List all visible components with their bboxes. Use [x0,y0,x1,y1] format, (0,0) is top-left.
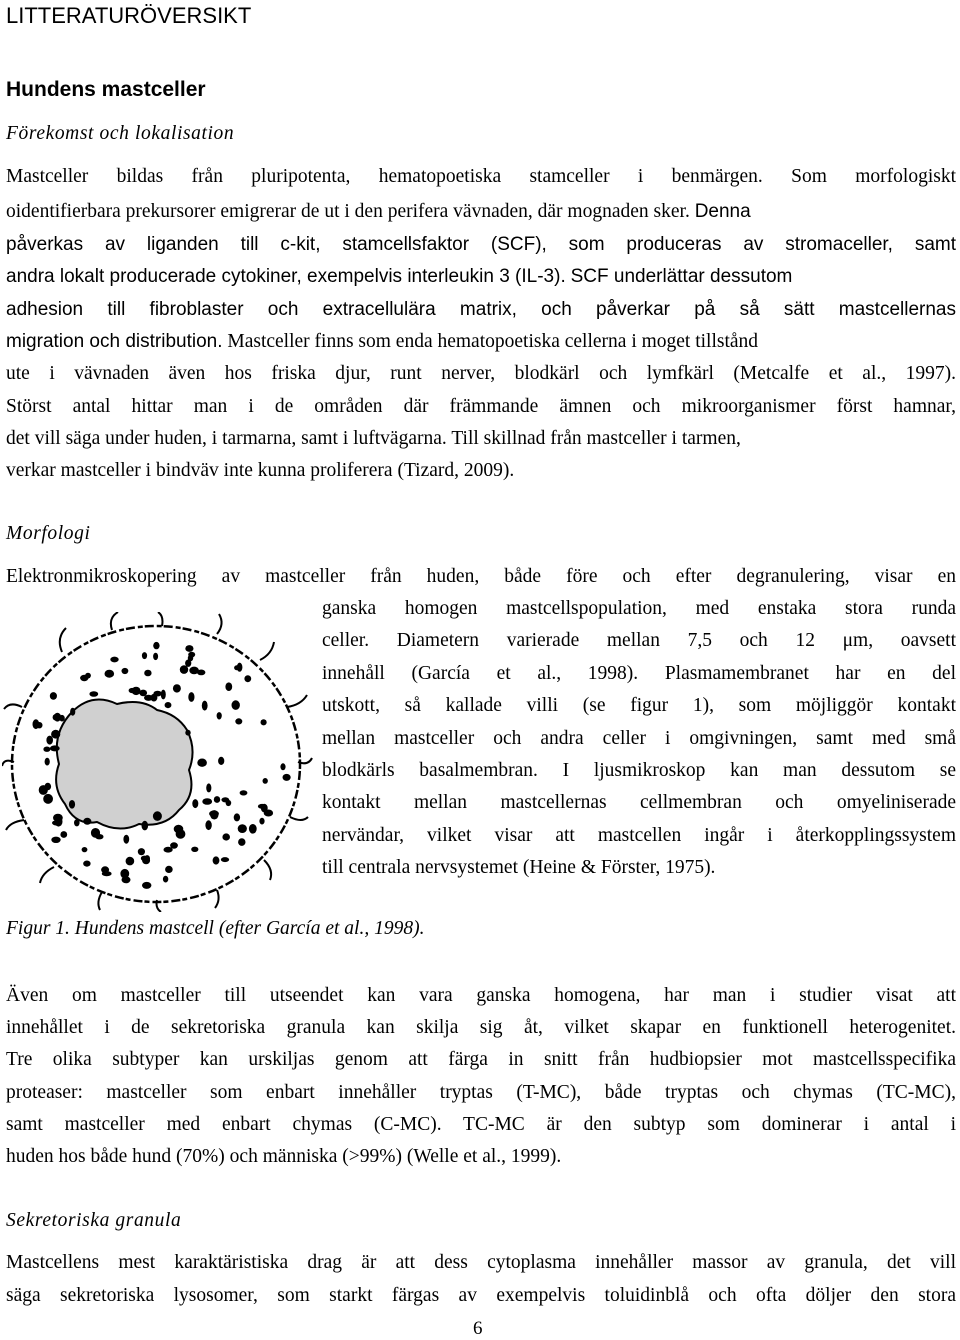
text-line: mellan mastceller och andra celler i omgivningen, samt med små [322,728,956,749]
cell-nucleus [56,700,192,829]
text-line: celler. Diametern varierade mellan 7,5 och 12 μm, oavsett [322,630,956,651]
granule [238,824,247,833]
granule [138,848,145,855]
granule [50,745,60,751]
text-line [6,331,956,353]
text-line: säga sekretoriska lysosomer, som starkt färgas av exempelvis toluidinblå och ofta döljer den stora [6,1285,956,1306]
text-run: det vill säga under huden, i tarmarna, samt i luftvägarna. [6,428,447,449]
granule [263,778,268,784]
granule [189,667,199,675]
granule [43,794,53,804]
page-number: 6 [473,1318,483,1339]
granule [174,825,184,834]
granule [153,642,159,649]
granule [238,838,245,846]
text-run: Till skillnad från mastceller i tarmen, [451,428,741,449]
granule [261,719,267,725]
heading-sekretoriska: Sekretoriska granula [6,1210,182,1231]
granule [132,687,141,695]
text-line: Elektronmikroskopering av mastceller från huden, både före och efter degranulering, visar en [6,566,956,587]
text-line: samt mastceller med enbart chymas (C-MC). TC-MC är den subtyp som dominerar i antal i [6,1114,956,1135]
granule [54,713,62,722]
granule [202,798,212,805]
granule [142,821,149,831]
text-run: migration och distribution. [6,331,223,352]
text-line: Störst antal hittar man i de områden där främmande ämnen och mikroorganismer först hamnar, [6,396,956,417]
granule [185,660,191,667]
granule [209,810,219,817]
granule [240,790,248,795]
text-run: Denna [694,201,751,222]
granule [221,797,229,802]
granule [83,861,90,867]
granule [123,835,129,844]
heading-morfologi: Morfologi [6,523,91,544]
granule [51,837,60,843]
text-line: utskott, så kallade villi (se figur 1), som möjliggör kontakt [322,695,956,716]
granule [105,670,115,678]
granule [222,833,230,840]
granule [192,799,198,808]
granule [185,645,193,652]
text-line: nervändar, vilket visar att mastcellen ingår i återkopplingssystem [322,825,956,846]
figure-caption: Figur 1. Hundens mastcell (efter García et al., 1998). [6,918,425,939]
granule [237,663,243,672]
granule [197,759,207,767]
granule [142,882,151,889]
section-title: LITTERATURÖVERSIKT [6,3,252,28]
granule [83,818,91,825]
text-line [6,266,956,288]
granule [235,718,242,724]
granule [102,871,112,876]
text-line: påverkas av liganden till c-kit, stamcellsfaktor (SCF), som produceras av stromaceller, samt [6,234,956,255]
granule [144,695,153,701]
granule [221,857,229,862]
granule [69,800,75,809]
granule [234,813,240,821]
granule [202,701,208,711]
granule [213,856,220,864]
text-line: innehåll (García et al., 1998). Plasmamembranet har en del [322,663,956,684]
granule [161,690,166,700]
granule [51,730,60,739]
granule [144,855,150,862]
granule [45,758,50,766]
granule [214,796,220,803]
granule [85,673,91,679]
granule [191,847,198,852]
granule [225,682,232,691]
granule [60,831,67,838]
text-run: Mastceller finns som enda hematopoetiska cellerna i moget tillstånd [227,331,759,352]
granule [232,700,240,710]
granule [153,811,162,821]
granule [46,736,53,745]
granule [91,828,100,838]
text-line: Mastceller bildas från pluripotenta, hematopoetiska stamceller i benmärgen. Som morfologiskt [6,166,956,187]
text-line: kontakt mellan mastcellernas cellmembran och omyeliniserade [322,792,956,813]
granule [89,691,98,697]
text-run: SCF underlättar dessutom [570,266,793,287]
granule [264,810,273,817]
text-line: till centrala nervsystemet (Heine & Förster, 1975). [322,857,716,878]
granule [249,824,257,834]
granule [244,675,251,682]
granule [70,708,75,716]
text-line [6,428,956,450]
page-subtitle: Hundens mastceller [6,78,206,101]
granule [280,763,285,770]
granule [218,757,224,765]
granule [53,814,63,822]
granule [180,665,188,674]
granule [258,804,267,809]
granule [185,730,190,736]
granule [122,668,129,674]
heading-forekomst: Förekomst och lokalisation [6,123,235,144]
text-line: huden hos både hund (70%) och människa (>99%) (Welle et al., 1999). [6,1146,562,1167]
granule [126,857,135,866]
granule [153,653,158,660]
text-run: oidentifierbara prekursorer emigrerar de ut i den perifera vävnaden, där mognaden sker. [6,201,690,222]
granule [74,819,80,826]
text-line [6,201,956,223]
granule [142,652,147,659]
granule [50,692,57,700]
granule [165,702,172,708]
text-run: andra lokalt producerade cytokiner, exempelvis interleukin 3 (IL-3). [6,266,566,287]
text-line: Även om mastceller till utseendet kan vara ganska homogena, har man i studier visat att [6,985,956,1006]
granule [259,818,264,825]
text-line: blodkärls basalmembran. I ljusmikroskop kan man dessutom se [322,760,956,781]
granule [173,684,181,692]
text-line: ute i vävnaden även hos friska djur, runt nerver, blodkärl och lymfkärl (Metcalfe et al., 1997). [6,363,956,384]
granule [163,876,168,883]
granule [206,783,211,792]
text-line: Tre olika subtyper kan urskiljas genom att färga in snitt från hudbiopsier mot mastcellsspecifika [6,1049,956,1070]
granule [43,747,50,752]
granule [144,670,151,677]
granule [205,820,211,830]
text-line: verkar mastceller i bindväv inte kunna proliferera (Tizard, 2009). [6,460,515,481]
granule [217,712,222,719]
text-line: adhesion till fibroblaster och extracellulära matrix, och påverkar på så sätt mastcellernas [6,299,956,320]
mast-cell-figure [2,612,314,912]
text-line: innehållet i de sekretoriska granula kan skilja sig åt, vilket skapar en funktionell heterogenitet. [6,1017,956,1038]
granule [188,692,194,702]
granule [283,774,291,781]
granule [165,866,173,873]
granule [33,719,40,729]
granule [170,842,178,848]
granule [120,869,129,879]
granule [82,847,88,852]
text-line: proteaser: mastceller som enbart innehåller tryptas (T-MC), både tryptas och chymas (TC-MC), [6,1082,956,1103]
text-line: ganska homogen mastcellspopulation, med enstaka stora runda [322,598,956,619]
granule [39,785,48,795]
text-line: Mastcellens mest karaktäristiska drag är att dess cytoplasma innehåller massor av granula, det vill [6,1252,956,1273]
granule [110,657,118,663]
